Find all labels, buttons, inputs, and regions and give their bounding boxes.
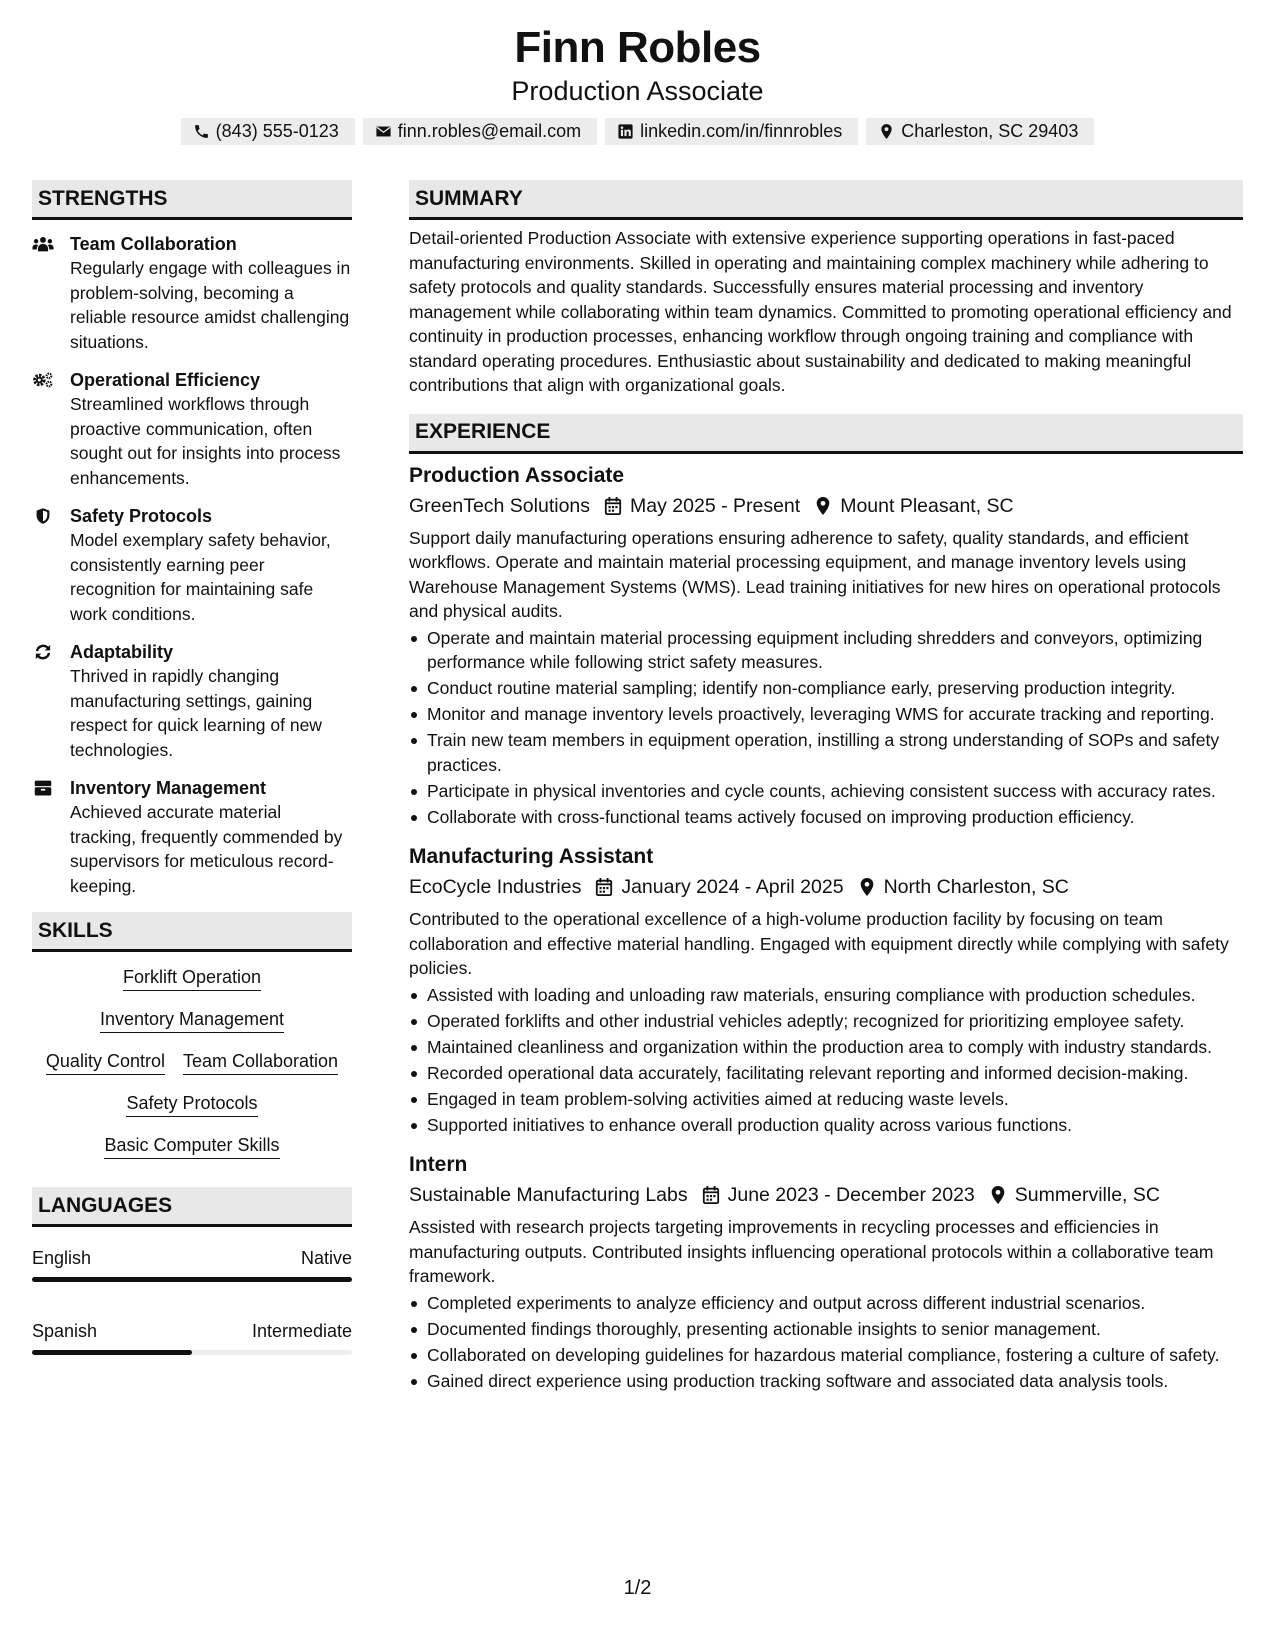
job-title: Manufacturing Assistant [409, 845, 654, 868]
map-pin-icon [878, 123, 895, 140]
list-item: Monitor and manage inventory levels proactively, leveraging WMS for accurate tracking and reporting. [409, 702, 1243, 727]
strength-title: Team Collaboration [70, 234, 237, 254]
language-name: Spanish [32, 1321, 98, 1341]
list-item: Gained direct experience using production tracking software and associated data analysis tools. [409, 1369, 1243, 1394]
email-text: finn.robles@email.com [397, 121, 582, 141]
list-item: Engaged in team problem-solving activities aimed at reducing waste levels. [409, 1087, 1243, 1112]
list-item: Operated forklifts and other industrial vehicles adeptly; recognized for prioritizing employee safety. [409, 1009, 1243, 1034]
left-column [32, 180, 352, 1393]
summary-text: Detail-oriented Production Associate with extensive experience supporting operations in fast-paced manufacturing environments. Skilled in operating and maintaining complex machinery while adhering to safety protocols and quality standards. Successfully ensures material processing and inventory management while collaborating within team dynamics. Committed to promoting operational efficiency and continuity in production processes, enhancing workflow through ongoing training and compliance with standard operating procedures. Enthusiastic about sustainability and dedicated to making meaningful contributions that align with organizational goals. [409, 228, 1232, 395]
shield-icon [32, 507, 54, 525]
map-pin-icon [814, 496, 832, 516]
page-number: 1/2 [623, 1577, 652, 1599]
strength-item [32, 368, 352, 490]
job-entry [409, 1151, 1243, 1393]
job-location: Summerville, SC [1014, 1184, 1160, 1206]
skills-list [32, 966, 352, 1159]
location-text: Charleston, SC 29403 [901, 121, 1079, 141]
contact-location[interactable] [866, 118, 1094, 145]
job-bullets [409, 626, 1243, 830]
languages-list [32, 1247, 352, 1355]
list-item: Maintained cleanliness and organization within the production area to comply with industry standards. [409, 1035, 1243, 1060]
linkedin-text: linkedin.com/in/finnrobles [640, 121, 843, 141]
strength-item [32, 640, 352, 762]
job-meta [409, 492, 1243, 520]
list-item: Conduct routine material sampling; identify non-compliance early, preserving production integrity. [409, 676, 1243, 701]
skill-tag: Safety Protocols [126, 1092, 257, 1117]
users-icon [32, 235, 54, 253]
envelope-icon [375, 123, 392, 140]
box-icon [32, 779, 54, 797]
list-item: Collaborated on developing guidelines for hazardous material compliance, fostering a culture of safety. [409, 1343, 1243, 1368]
job-entry [409, 843, 1243, 1137]
strength-item [32, 504, 352, 626]
list-item: Participate in physical inventories and cycle counts, achieving consistent success with accuracy rates. [409, 779, 1243, 804]
job-dates: June 2023 - December 2023 [727, 1184, 975, 1206]
strength-desc: Streamlined workflows through proactive communication, often sought out for insights into process enhancements. [70, 394, 341, 488]
language-name: English [32, 1248, 92, 1268]
job-location: North Charleston, SC [883, 876, 1069, 898]
list-item: Recorded operational data accurately, facilitating relevant reporting and informed decision-making. [409, 1061, 1243, 1086]
list-item: Operate and maintain material processing equipment including shredders and conveyors, optimizing performance while following strict safety measures. [409, 626, 1243, 675]
job-company: EcoCycle Industries [409, 876, 582, 898]
list-item: Assisted with loading and unloading raw materials, ensuring compliance with production schedules. [409, 983, 1243, 1008]
skill-tag: Basic Computer Skills [104, 1134, 279, 1159]
skill-tag: Forklift Operation [123, 966, 261, 991]
strength-desc: Model exemplary safety behavior, consistently earning peer recognition for maintaining safe work conditions. [70, 530, 331, 624]
skill-tag: Inventory Management [100, 1008, 284, 1033]
strength-desc: Regularly engage with colleagues in problem-solving, becoming a reliable resource amidst challenging situations. [70, 258, 351, 352]
job-meta [409, 1181, 1243, 1209]
list-item: Supported initiatives to enhance overall production quality across various functions. [409, 1113, 1243, 1138]
languages-heading: LANGUAGES [32, 1187, 352, 1227]
job-bullets [409, 1291, 1243, 1394]
job-dates: January 2024 - April 2025 [621, 876, 844, 898]
strengths-list [32, 232, 352, 898]
contact-email[interactable] [363, 118, 597, 145]
contact-bar [0, 118, 1275, 145]
calendar-icon [604, 496, 622, 516]
strengths-heading: STRENGTHS [32, 180, 352, 220]
calendar-icon [702, 1185, 720, 1205]
job-description: Contributed to the operational excellence of a high-volume production facility by focusing on team collaboration and effective material handling. Engaged with equipment directly while complying with safety policies. [409, 909, 1229, 978]
job-title: Production Associate [409, 463, 625, 487]
linkedin-icon [617, 123, 634, 140]
gears-icon [32, 371, 54, 389]
language-proficiency-fill [32, 1350, 192, 1355]
job-dates: May 2025 - Present [630, 494, 801, 517]
strength-title: Safety Protocols [70, 506, 213, 526]
calendar-icon [595, 877, 613, 897]
skill-tag: Team Collaboration [183, 1050, 338, 1075]
experience-heading: EXPERIENCE [409, 414, 1243, 454]
job-company: GreenTech Solutions [409, 494, 591, 517]
language-level: Native [300, 1248, 352, 1268]
candidate-name: Finn Robles [514, 23, 761, 72]
job-bullets [409, 983, 1243, 1138]
strength-title: Inventory Management [70, 778, 267, 798]
skill-tag: Quality Control [46, 1050, 165, 1075]
phone-icon [193, 123, 210, 140]
phone-text: (843) 555-0123 [215, 121, 339, 141]
list-item: Completed experiments to analyze efficiency and output across different industrial scenarios. [409, 1291, 1243, 1316]
strength-item [32, 232, 352, 354]
language-proficiency-bar [32, 1350, 352, 1355]
resume-header [0, 22, 1275, 145]
job-description: Assisted with research projects targeting improvements in recycling processes and efficiencies in manufacturing outputs. Contributed insights influencing operational protocols within a collaborative team framework. [409, 1217, 1214, 1286]
strength-item [32, 776, 352, 898]
strength-desc: Achieved accurate material tracking, frequently commended by supervisors for meticulous record-keeping. [70, 802, 343, 896]
contact-linkedin[interactable] [605, 118, 858, 145]
job-company: Sustainable Manufacturing Labs [409, 1184, 688, 1206]
job-location: Mount Pleasant, SC [840, 494, 1014, 517]
language-row [32, 1247, 352, 1269]
language-proficiency-bar [32, 1277, 352, 1282]
language-proficiency-fill [32, 1277, 352, 1282]
candidate-title: Production Associate [511, 76, 764, 106]
language-row [32, 1320, 352, 1342]
right-column [409, 180, 1243, 1407]
list-item: Collaborate with cross-functional teams actively focused on improving production efficiency. [409, 805, 1243, 830]
map-pin-icon [989, 1185, 1007, 1205]
list-item: Documented findings thoroughly, presenting actionable insights to senior management. [409, 1317, 1243, 1342]
strength-title: Adaptability [70, 642, 174, 662]
list-item: Train new team members in equipment operation, instilling a strong understanding of SOPs and safety practices. [409, 728, 1243, 777]
job-description: Support daily manufacturing operations ensuring adherence to safety, quality standards, and efficient workflows. Operate and maintain material processing equipment, and manage inventory levels using Warehouse Management Systems (WMS). Lead training initiatives for new hires on operational protocols and physical audits. [409, 527, 1221, 621]
job-meta [409, 873, 1243, 901]
sync-icon [32, 643, 54, 661]
job-title: Intern [409, 1153, 468, 1176]
contact-phone[interactable] [181, 118, 355, 145]
summary-heading: SUMMARY [409, 180, 1243, 220]
skills-heading: SKILLS [32, 912, 352, 952]
language-level: Intermediate [251, 1321, 352, 1341]
strength-title: Operational Efficiency [70, 370, 261, 390]
strength-desc: Thrived in rapidly changing manufacturing settings, gaining respect for quick learning of new technologies. [70, 666, 322, 760]
map-pin-icon [858, 877, 876, 897]
job-entry [409, 462, 1243, 830]
